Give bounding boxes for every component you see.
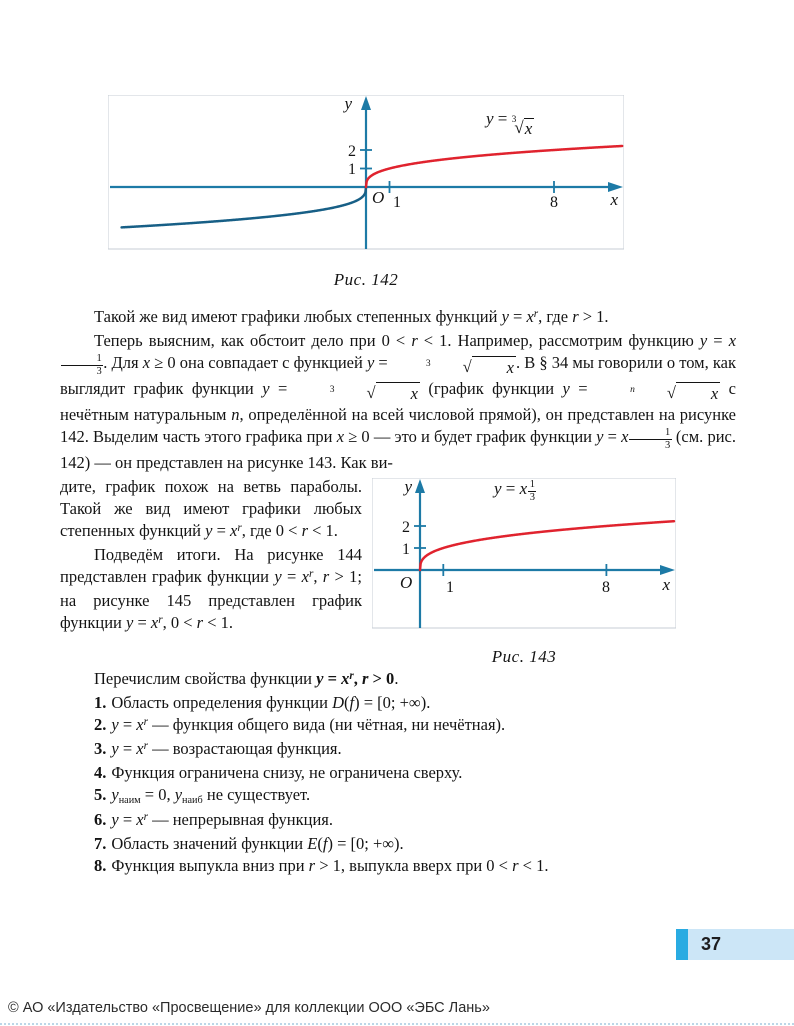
fig142-curve-negative [122, 187, 366, 227]
fig142-caption: Рис. 142 [333, 270, 399, 289]
item-number: 5. [94, 785, 107, 805]
fig143-y-tick-label-2: 2 [402, 519, 410, 537]
paragraph-summary: Подведём итоги. На рисунке 144 представлен график функции $y = x^r$, r > 1; на рисунке 145 представлен график функции $y = x^r$, 0 < r < 1. [60, 545, 362, 633]
paragraph-case-0-r-1: Теперь выясним, как обстоит дело при 0 < r < 1. Например, рассмотрим функцию y = x $\frac{1}{3}$ . Для x ≥ 0 она совпадает с функцией y = 3 √ x . В § 34 мы говорили о том, как выглядит график функции y = 3 √ x (график функции y = n √ x с нечётным натуральным n, определённой на всей числовой прямой), он представлен на рисунке 142. Выделим часть этого графика при x ≥ 0 — это и будет график функции y = x $\frac{1}{3}$ (см. рис. 142) — он представлен на рисунке 143. Как ви- [60, 331, 737, 473]
item-number: 6. [94, 810, 107, 830]
fig142-y-axis-arrow-icon [361, 96, 371, 110]
list-item-6 [60, 809, 736, 833]
item-text: Область значений функции E(f) = [0; +∞). [111, 834, 404, 854]
fig143-x-tick-label-1: 1 [446, 579, 454, 597]
list-item-5 [60, 784, 736, 809]
fig143-caption: Рис. 143 [491, 647, 557, 667]
figure-143 [372, 478, 676, 630]
fig142-x-tick-label-8: 8 [550, 194, 558, 211]
fig142-x-tick-label-1: 1 [393, 194, 401, 211]
page-badge-accent-bar [676, 929, 688, 960]
bottom-divider [0, 1023, 794, 1025]
item-number: 7. [94, 834, 107, 854]
properties-list [60, 692, 736, 877]
item-text: Функция выпукла вниз при r > 1, выпукла вверх при 0 < r < 1. [111, 856, 549, 876]
item-number: 8. [94, 856, 107, 876]
list-item-1 [60, 692, 736, 714]
fig143-x-tick-label-8: 8 [602, 579, 610, 597]
two-column-section [60, 476, 736, 668]
paragraph-properties-intro: Перечислим свойства функции $y = x^r$, r > 0. [94, 669, 399, 689]
item-text: yнаим = 0, yнаиб не существует. [111, 785, 311, 807]
fig142-origin-label: O [372, 188, 385, 207]
body-text [60, 306, 736, 877]
fig142-plot [108, 95, 624, 253]
item-text: $y = x^r$ — возрастающая функция. [111, 739, 342, 759]
paragraph-power-functions: Такой же вид имеют графики любых степенных функций $y = x^r$, где r > 1. [94, 307, 609, 326]
figure-142 [108, 95, 624, 253]
list-item-8 [60, 855, 736, 877]
item-text: $y = x^r$ — функция общего вида (ни чётная, ни нечётная). [111, 715, 506, 735]
item-text: Область определения функции D(f) = [0; +∞). [111, 693, 431, 713]
item-number: 4. [94, 763, 107, 783]
fig143-x-axis-arrow-icon [660, 565, 675, 575]
page-number-badge [676, 929, 794, 960]
right-column [372, 476, 676, 668]
fig142-equation-label: y = 3 √ x [486, 109, 533, 138]
item-number: 2. [94, 715, 107, 735]
item-text: $y = x^r$ — непрерывная функция. [111, 810, 334, 830]
fig142-y-tick-label-1: 1 [348, 161, 356, 178]
fig142-curve-positive [366, 146, 622, 187]
list-item-7 [60, 833, 736, 855]
left-column [60, 476, 362, 668]
fig143-origin-label: O [400, 573, 413, 593]
fig142-y-axis-label: y [344, 95, 352, 113]
fig143-y-tick-label-1: 1 [402, 541, 410, 559]
fig142-y-tick-label-2: 2 [348, 143, 356, 160]
page-number: 37 [701, 934, 722, 954]
fig143-x-axis-label: x [662, 575, 670, 595]
footer-copyright: © АО «Издательство «Просвещение» для коллекции ООО «ЭБС Лань» [8, 1000, 490, 1016]
list-item-3 [60, 738, 736, 762]
fig143-equation-label: y = x $\frac{1}{3}$ [494, 479, 535, 504]
fig142-x-axis-label: x [610, 190, 618, 209]
fig143-y-axis-label: y [404, 478, 412, 497]
list-item-4 [60, 762, 736, 784]
list-item-2 [60, 714, 736, 738]
fig143-y-axis-arrow-icon [415, 479, 425, 493]
item-number: 3. [94, 739, 107, 759]
item-number: 1. [94, 693, 107, 713]
paragraph-branch-of-parabola: дите, график похож на ветвь параболы. Такой же вид имеют графики любых степенных функций $y = x^r$, где 0 < r < 1. [60, 477, 362, 541]
item-text: Функция ограничена снизу, не ограничена сверху. [111, 763, 463, 783]
fig143-curve [420, 521, 674, 570]
